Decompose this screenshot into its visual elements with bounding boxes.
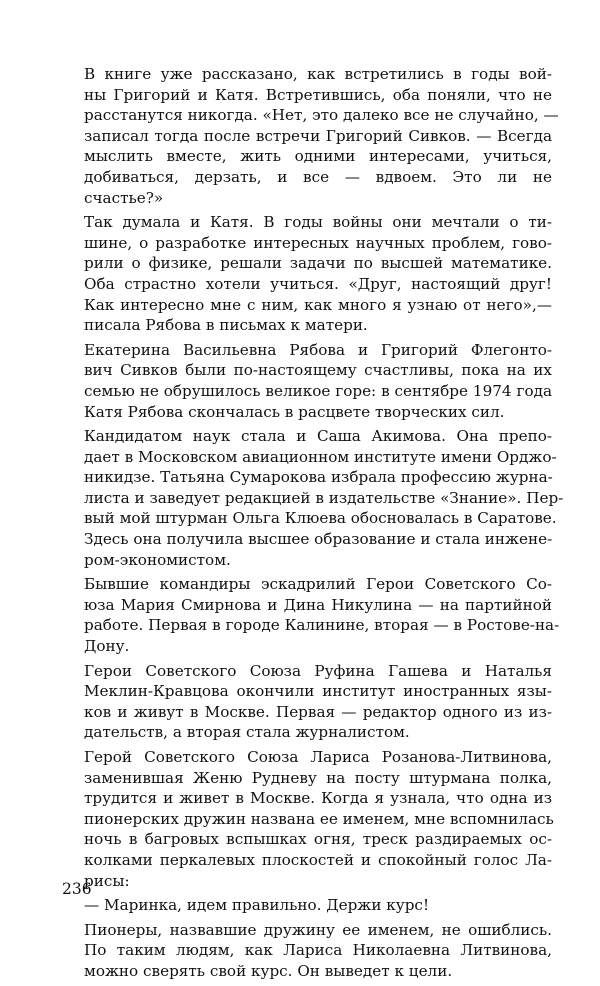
text-line: юза Мария Смирнова и Дина Никулина — на партийной <box>84 595 552 614</box>
text-line: Катя Рябова скончалась в расцвете творческих сил. <box>84 402 505 421</box>
text-line: Здесь она получила высшее образование и стала инжене- <box>84 530 553 549</box>
text-line: шине, о разработке интересных научных проблем, гово- <box>84 233 552 252</box>
paragraph-9 <box>62 920 552 982</box>
text-line: Герой Советского Союза Лариса Розанова-Литвинова, <box>84 748 552 766</box>
text-line: Дону. <box>84 637 130 656</box>
text-line: листа и заведует редакцией в издательстве «Знание». Пер- <box>84 488 564 507</box>
text-line: ночь в багровых вспышках огня, треск раздираемых ос- <box>84 830 552 849</box>
text-line: Бывшие командиры эскадрилий Герои Советского Со- <box>84 575 552 594</box>
text-line: — Маринка, идем правильно. Держи курс! <box>84 896 430 915</box>
text-line: В книге уже рассказано, как встретились в годы вой- <box>84 65 552 83</box>
text-line: счастье?» <box>84 188 164 207</box>
text-line: никидзе. Татьяна Сумарокова избрала профессию журна- <box>84 468 553 487</box>
text-line: вич Сивков были по-настоящему счастливы, пока на их <box>84 361 552 380</box>
text-line: Екатерина Васильевна Рябова и Григорий Флегонто- <box>84 340 552 359</box>
text-line: рисы: <box>84 871 130 890</box>
text-line: колками перкалевых плоскостей и спокойный голос Ла- <box>84 850 552 869</box>
text-line: работе. Первая в городе Калинине, вторая — в Ростове-на- <box>84 616 560 635</box>
text-line: дает в Московском авиационном институте имени Орджо- <box>84 447 557 466</box>
paragraph-1 <box>62 64 559 208</box>
paragraph-8-dialogue <box>62 895 552 916</box>
paragraph-2 <box>62 212 552 336</box>
text-line: ков и живут в Москве. Первая — редактор одного из из- <box>84 702 552 721</box>
text-line: мыслить вместе, жить одними интересами, учиться, <box>84 147 552 166</box>
text-line: ны Григорий и Катя. Встретившись, оба поняли, что не <box>84 85 552 104</box>
text-line: Как интересно мне с ним, как много я узнаю от него»,— <box>84 295 552 314</box>
paragraph-7 <box>62 747 552 891</box>
text-line: Меклин-Кравцова окончили институт иностранных язы- <box>84 682 552 701</box>
text-line: Оба страстно хотели учиться. «Друг, настоящий друг! <box>84 274 552 293</box>
paragraph-5 <box>62 574 560 656</box>
text-line: По таким людям, как Лариса Николаевна Литвинова, <box>84 941 552 960</box>
text-line: расстанутся никогда. «Нет, это далеко все не случайно, — <box>84 106 559 125</box>
paragraph-6 <box>62 661 552 743</box>
text-line: семью не обрушилось великое горе: в сентябре 1974 года <box>84 381 552 400</box>
text-line: трудится и живет в Москве. Когда я узнала, что одна из <box>84 789 552 808</box>
text-line: Пионеры, назвавшие дружину ее именем, не ошиблись. <box>84 920 552 939</box>
text-line: Кандидатом наук стала и Саша Акимова. Она препо- <box>84 427 552 446</box>
text-line: Так думала и Катя. В годы войны они мечтали о ти- <box>84 213 552 232</box>
text-line: записал тогда после встречи Григорий Сивков. — Всегда <box>84 126 552 145</box>
text-line: пионерских дружин названа ее именем, мне вспомнилась <box>84 809 554 828</box>
text-line: ром-экономистом. <box>84 550 231 569</box>
paragraph-4 <box>62 426 564 570</box>
text-line: можно сверять свой курс. Он выведет к цели. <box>84 961 453 980</box>
page-body <box>62 64 564 986</box>
text-line: писала Рябова в письмах к матери. <box>84 316 368 335</box>
text-line: рили о физике, решали задачи по высшей математике. <box>84 254 552 273</box>
text-line: добиваться, дерзать, и все — вдвоем. Это ли не <box>84 167 552 186</box>
text-line: Герои Советского Союза Руфина Гашева и Наталья <box>84 661 552 680</box>
text-line: заменившая Женю Рудневу на посту штурмана полка, <box>84 768 552 787</box>
text-line: вый мой штурман Ольга Клюева обосновалась в Саратове. <box>84 509 557 528</box>
paragraph-3 <box>62 340 552 422</box>
text-line: дательств, а вторая стала журналистом. <box>84 723 410 742</box>
page-number: 236 <box>62 880 92 898</box>
